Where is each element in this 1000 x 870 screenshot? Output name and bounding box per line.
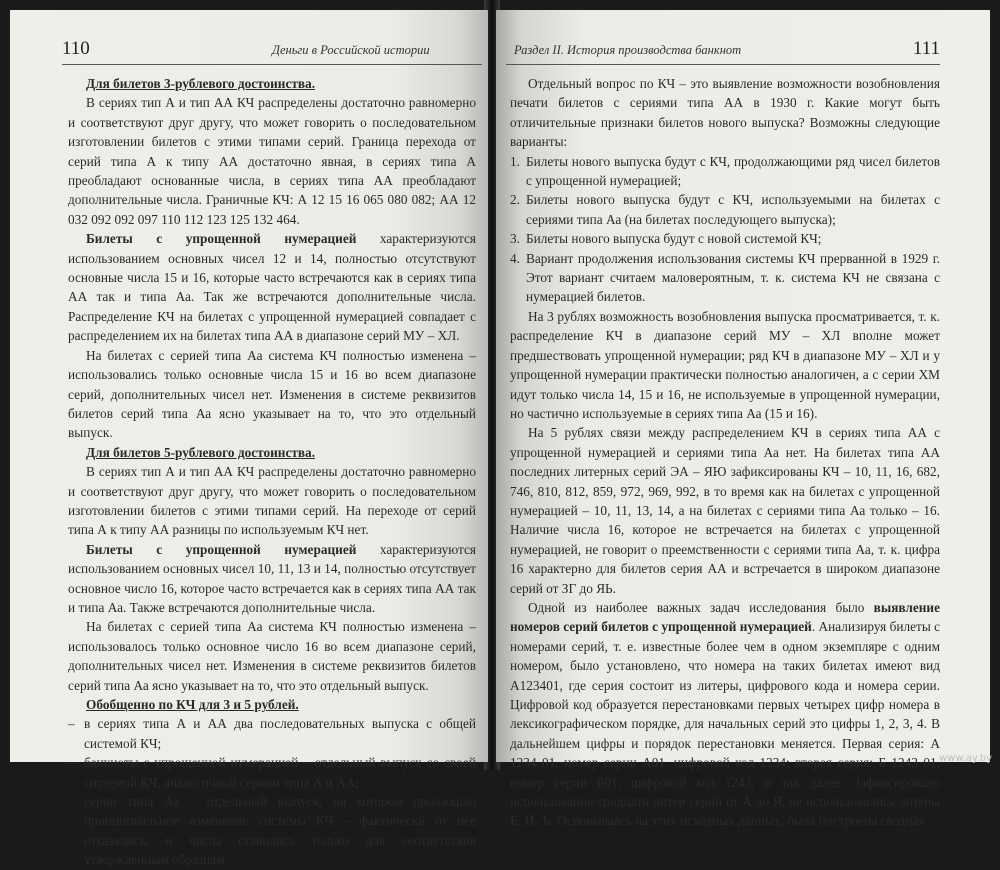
page-number: 110 — [62, 38, 90, 59]
list-item-text: в сериях типа А и АА два последовательных выпуска с общей системой КЧ; — [84, 716, 476, 751]
list-item-text: Вариант продолжения использования системы КЧ прерванной в 1929 г. Этот вариант считаем маловероятным, т. к. система КЧ не связана с нумерацией билетов. — [526, 250, 940, 305]
paragraph: На 3 рублях возможность возобновления выпуска просматривается, т. к. распределение КЧ в диапазоне серий МУ – ХЛ вполне может предшествовать упрощенной нумерации; ряд КЧ в диапазоне МУ – ХЛ и у упрощенной нумерации практически полностью аналогичен, а с серии ХМ идут только числа 14, 15 и 16, не используемые в упрощенной нумерации, но частично используемые в сериях типа Аа (15 и 16). — [510, 308, 940, 421]
dash-mark: – — [68, 755, 75, 771]
paragraph: На билетах с серией типа Аа система КЧ полностью изменена – использовались только основные числа 15 и 16 во всем диапазоне серий, дополнительных чисел нет. Изменения в системе реквизитов билетов серий типа Аа ясно указывает на то, что это отдельный выпуск. — [68, 347, 476, 441]
paragraph-text: . Анализируя билеты с номерами серий, т. е. известные более чем в одном экземпляре с одним номером, было установлено, что номера на таких билетах имеют вид А123401, где серия состоит из литеры, цифрового кода и номера серии. Цифровой код образуется перестановками первых четырех цифр номера в лексикографическом порядке, для начальных серий это цифры 1, 2, 3, 4. В дальнейшем цифры и порядок перестановки меняется. Первая серия: А 1234 01, номер серии А01, цифровой код 1234; вторая серия: Б 1243 01, номер серии Б01, цифровой код 1243; и так далее. Зафиксировано использование тридцати литер серий от А до Я, не использовались литеры Ё, Й, Ъ. Основываясь на этих исходных данных, была построена сводная — [510, 619, 940, 829]
list-item — [68, 753, 476, 792]
list-item — [510, 249, 940, 307]
section-heading: Для билетов 5-рублевого достоинства. — [86, 444, 316, 460]
section-heading: Для билетов 3-рублевого достоинства. — [86, 76, 316, 91]
left-page-body — [68, 74, 476, 870]
running-head: Деньги в Российской истории — [272, 43, 430, 57]
list-item — [510, 152, 940, 191]
running-head: Раздел II. История производства банкнот — [514, 43, 742, 57]
dash-mark: – — [68, 794, 75, 810]
watermark: www.ay.by — [939, 753, 992, 764]
paragraph — [68, 540, 476, 618]
right-page-header — [506, 34, 940, 65]
list-item-text: Билеты нового выпуска будут с КЧ, используемыми на билетах с сериями типа Аа (на билетах последующего выпуска); — [526, 192, 940, 227]
list-item-text: банкноты с упрощенной нумерацией – отдельный выпуск со своей системой КЧ, аналогичной сериям типа А и АА; — [84, 755, 476, 790]
bold-phrase: выявление номеров серий билетов с упрощенной нумерацией — [510, 599, 940, 635]
list-item-text: серии типа Аа – отдельный выпуск, на котором произошло принципиальное изменение системы КЧ – фактически от нее отказались, и числа ставились только для соответствия утвержденным образцам. — [84, 794, 476, 868]
right-page-body — [510, 74, 940, 831]
paragraph-text: характеризуются использованием основных чисел 12 и 14, полностью отсутствуют основные числа 15 и 16, которые часто встречаются как в сериях типа АА так и типа Аа. Так же встречаются дополнительные числа. Распределение КЧ на билетах с упрощенной нумерацией совпадает с распределением их на билетах типа АА в диапазоне серий МУ – ХЛ. — [68, 231, 476, 344]
paragraph — [68, 229, 476, 345]
bold-lead: Билеты с упрощенной нумерацией — [86, 231, 357, 247]
list-number: 3. — [510, 231, 520, 247]
list-item — [510, 229, 940, 248]
paragraph-text: Одной из наиболее важных задач исследования было — [528, 599, 874, 615]
section-heading: Обобщенно по КЧ для 3 и 5 рублей. — [86, 697, 299, 712]
list-item-text: Билеты нового выпуска будут с новой системой КЧ; — [526, 231, 822, 247]
list-item — [68, 792, 476, 870]
left-page-header — [62, 34, 482, 65]
list-item — [68, 714, 476, 753]
list-number: 1. — [510, 153, 520, 169]
list-number: 4. — [510, 250, 520, 266]
left-page — [10, 10, 488, 868]
paragraph: На билетах с серией типа Аа система КЧ полностью изменена – использовалось только основное число 16 во всем диапазоне серий, дополнительных чисел нет. Изменения в системе реквизитов билетов серий типа Аа ясно указывает на то, что это отдельный выпуск. — [68, 619, 476, 693]
paragraph-text: характеризуются использованием основных чисел 10, 11, 13 и 14, полностью отсутствует основное число 16, которое часто встречается как в сериях типа АА так и типа Аа. Также встречаются дополнительные числа. — [68, 541, 476, 615]
paragraph: В сериях тип А и тип АА КЧ распределены достаточно равномерно и соответствуют друг другу, что может говорить о последовательном изготовлении билетов с этими типами серий. На переходе от серий типа А к типу АА разницы по используемым КЧ нет. — [68, 464, 476, 538]
list-item — [510, 190, 940, 229]
paragraph — [510, 598, 940, 831]
right-page — [496, 10, 990, 829]
paragraph: В сериях тип А и тип АА КЧ распределены достаточно равномерно и соответствуют друг другу, что может говорить о последовательном изготовлении билетов с этими типами серий. Граница перехода от серий типа А к типу АА достаточно явная, в сериях типа А преобладают основанные числа, в сериях типа АА преобладают дополнительные числа. Граничные КЧ: А 12 15 16 065 080 082; АА 12 032 092 092 097 110 112 123 125 132 464. — [68, 95, 476, 227]
paragraph: Отдельный вопрос по КЧ – это выявление возможности возобновления печати билетов с сериями типа АА в 1930 г. Какие могут быть отличительные признаки билетов нового выпуска? Возможны следующие варианты: — [510, 76, 940, 150]
dash-mark: – — [68, 716, 75, 732]
page-number: 111 — [912, 38, 940, 59]
list-number: 2. — [510, 192, 520, 208]
list-item-text: Билеты нового выпуска будут с КЧ, продолжающими ряд чисел билетов с упрощенной нумерацией; — [526, 153, 940, 189]
paragraph: На 5 рублях связи между распределением КЧ в сериях типа АА с упрощенной нумерацией и сериями типа Аа нет. На билетах типа АА последних литерных серий ЭА – ЯЮ зафиксированы КЧ – 10, 11, 16, 682, 746, 810, 812, 859, 972, 969, 992, в то время как на билетах с упрощенной нумерацией – 10, 11, 13, 14, а на билетах с сериями типа Аа только – 16. Наличие числа 16, которое не встречается на билетах с упрощенной нумерацией, не говорит о преемственности с сериями типа Аа, т. к. цифра 16 характерно для билетов серия АА и встречается в широком диапазоне серий от ЗГ до ЯЬ. — [510, 425, 940, 596]
bold-lead: Билеты с упрощенной нумерацией — [86, 541, 357, 557]
